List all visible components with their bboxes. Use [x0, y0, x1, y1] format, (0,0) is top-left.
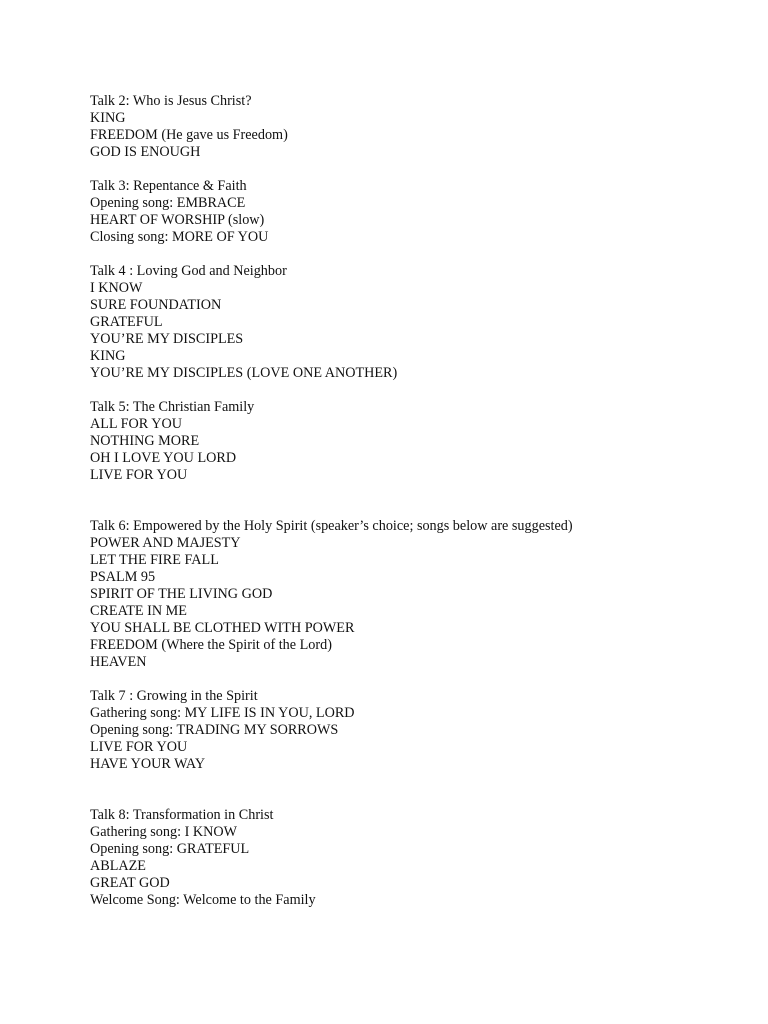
talk-heading: Talk 7 : Growing in the Spirit [90, 688, 258, 704]
song-line: YOU’RE MY DISCIPLES [90, 331, 244, 347]
section-gap [90, 382, 750, 399]
song-line: SPIRIT OF THE LIVING GOD [90, 586, 273, 602]
talk-heading: Talk 5: The Christian Family [90, 399, 255, 415]
song-line: OH I LOVE YOU LORD [90, 450, 237, 466]
song-line: Welcome Song: Welcome to the Family [90, 892, 316, 908]
song-line: Closing song: MORE OF YOU [90, 229, 269, 245]
song-line: GRATEFUL [90, 314, 163, 330]
song-line: POWER AND MAJESTY [90, 535, 241, 551]
section-gap [90, 246, 750, 263]
song-line: LET THE FIRE FALL [90, 552, 219, 568]
song-line: Gathering song: MY LIFE IS IN YOU, LORD [90, 705, 355, 721]
song-line: FREEDOM (He gave us Freedom) [90, 127, 288, 143]
section-gap [90, 161, 750, 178]
section-gap [90, 671, 750, 688]
talk-heading: Talk 3: Repentance & Faith [90, 178, 247, 194]
song-line: HEAVEN [90, 654, 147, 670]
song-line: SURE FOUNDATION [90, 297, 222, 313]
song-line: ABLAZE [90, 858, 146, 874]
talk-heading: Talk 6: Empowered by the Holy Spirit (speaker’s choice; songs below are suggested) [90, 518, 573, 534]
song-line: HEART OF WORSHIP (slow) [90, 212, 265, 228]
talk-section [90, 399, 750, 484]
song-list-document [90, 93, 750, 909]
talk-section [90, 807, 750, 909]
song-line: I KNOW [90, 280, 143, 296]
talk-section [90, 688, 750, 773]
talk-heading: Talk 4 : Loving God and Neighbor [90, 263, 287, 279]
song-line: Opening song: TRADING MY SORROWS [90, 722, 339, 738]
song-line: Opening song: EMBRACE [90, 195, 246, 211]
song-line: HAVE YOUR WAY [90, 756, 206, 772]
talk-heading: Talk 8: Transformation in Christ [90, 807, 274, 823]
song-line: YOU SHALL BE CLOTHED WITH POWER [90, 620, 355, 636]
section-gap [90, 484, 750, 518]
talk-heading: Talk 2: Who is Jesus Christ? [90, 93, 252, 109]
talk-section [90, 263, 750, 382]
talk-section [90, 178, 750, 246]
song-line: FREEDOM (Where the Spirit of the Lord) [90, 637, 332, 653]
talk-section [90, 518, 750, 671]
song-line: Gathering song: I KNOW [90, 824, 237, 840]
section-gap [90, 773, 750, 807]
song-line: CREATE IN ME [90, 603, 187, 619]
song-line: LIVE FOR YOU [90, 467, 188, 483]
song-line: GOD IS ENOUGH [90, 144, 201, 160]
song-line: GREAT GOD [90, 875, 170, 891]
talk-section [90, 93, 750, 161]
song-line: KING [90, 348, 126, 364]
song-line: KING [90, 110, 126, 126]
song-line: ALL FOR YOU [90, 416, 182, 432]
song-line: PSALM 95 [90, 569, 156, 585]
song-line: NOTHING MORE [90, 433, 200, 449]
song-line: YOU’RE MY DISCIPLES (LOVE ONE ANOTHER) [90, 365, 398, 381]
song-line: Opening song: GRATEFUL [90, 841, 250, 857]
song-line: LIVE FOR YOU [90, 739, 188, 755]
